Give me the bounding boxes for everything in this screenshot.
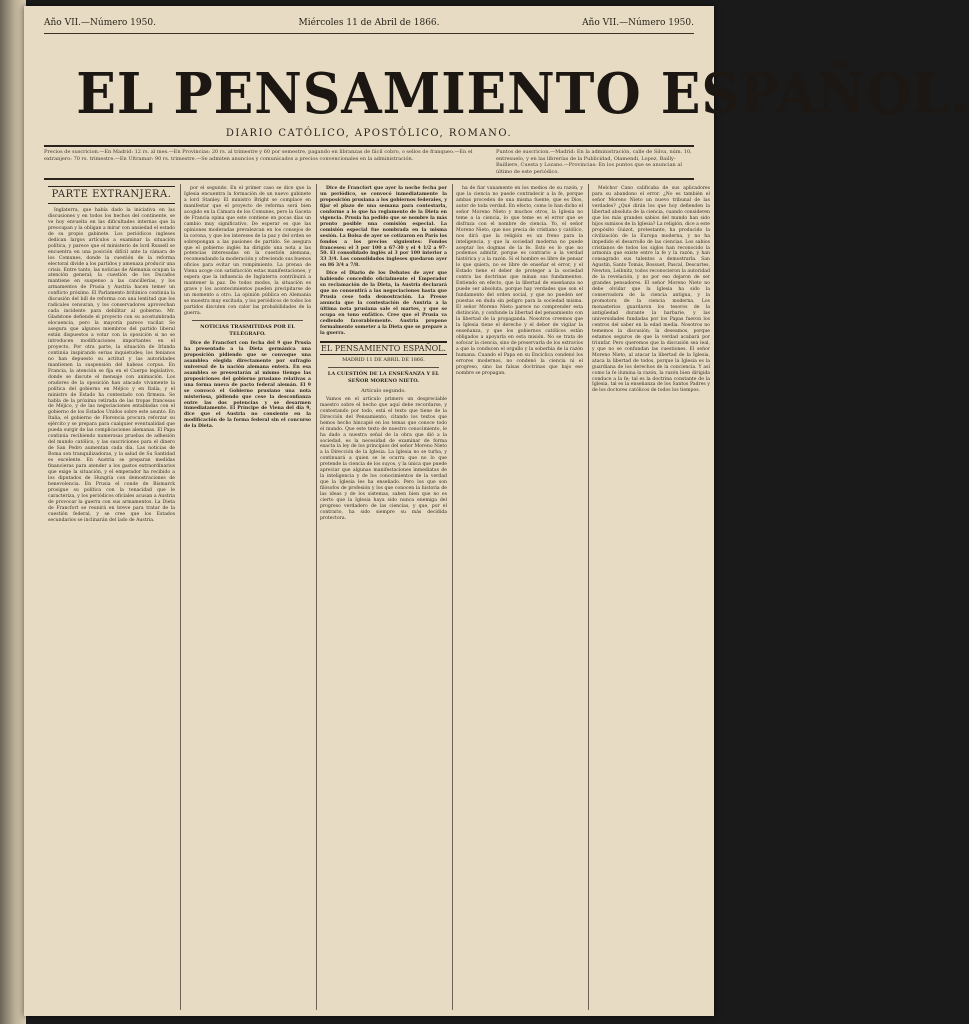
subscription-prices: Precios de suscricion.—En Madrid: 12 rs. al mes.—En Provincias: 20 rs. al trimestre y 60 por semestre, pagando en libranzas de fácil cobro, o sellos de franqueo.—En el extranjero: 70 rs. trimestre.—En Ultramar: 90 rs. trimestre.—Se admiten anuncios y comunicados a precios convencionales en la administración. (44, 149, 473, 162)
masthead-rule (44, 145, 694, 147)
column-5 (592, 186, 710, 1012)
info-rule (44, 178, 694, 180)
column-3-news-2: Dice el Diario de los Debates de ayer que habiendo concedido oficialmente el Emperador su reclamación de la Dieta, la Austria declarará que no consentirá a las negociaciones hasta que Prusia cese toda demostración. La Presse anuncia que la contestación de Austria a la última nota prusiana sale el martes, y que se ocupa en tono enfático. Cree que el Prusia va cediendo favorablemente. Austria propone formalmente someter a la Dieta que se prepare a la guerra. (320, 271, 447, 336)
issue-date: Miércoles 11 de Abril de 1866. (298, 18, 440, 28)
column-1 (48, 186, 175, 1012)
column-separator (588, 184, 589, 1010)
column-4 (456, 186, 583, 1012)
column-3 (320, 186, 447, 1012)
top-rule (44, 33, 694, 34)
editorial-date: MADRID 11 DE ABRIL DE 1866. (342, 356, 425, 363)
telegram-heading: NOTICIAS TRASMITIDAS POR EL TELÉGRAFO. (200, 323, 295, 337)
column-3-news: Dice de Francfort que ayer la noche fecha por un periódico, se convocó inmediatamente la proposición prusiana a los gobiernos federales, y fijar el plazo de una semana para contestarla, conforme a lo que ha reglamento de la Dieta en vigencia. Prusia ha pedido que se nombre la más pronto posible una comisión especial. La comisión especial fue nombrada en la misma sesión. La Bolsa de ayer se cotizaron en París los fondos a los precios siguientes: Fondos franceses: el 3 por 100 a 67-30 y el 4 1/2 a 97-50. El consolidado inglés al 3 por 100 interior a 33 3/4. Los consolidados ingleses quedaron ayer en 86 3/4 a 7/8. (320, 186, 447, 269)
top-line (44, 16, 694, 30)
issue-number-right: Año VII.—Número 1950. (582, 18, 694, 28)
section-heading-foreign: PARTE EXTRANJERA. (48, 186, 175, 204)
column-2-text: por el segundo. En el primer caso se dice que la Iglesia encuentra la formación de un nuevo gabinete a lord Stanley. El ministro Bright se complace en manifestar que el proyecto de reforma será bien acogido en la Cámara de los Comunes, pero la Gaceta de Francia opina que este contiene en pocas días un cambio muy significativo. De esperar es que las opiniones moderadas prevalezcan en los consejos de la corona, y que los intereses de la paz y del orden se sobrepongan a las pasiones de partido. Se asegura que el gobierno inglés ha dirigido una nota a las potencias interesadas en la cuestión alemana, recomendando la moderación y ofreciendo sus buenos oficios para evitar un rompimiento. La prensa de Viena acoge con satisfacción estas manifestaciones, y espera que la influencia de Inglaterra contribuirá a mantener la paz. De todos modos, la situación es grave y los acontecimientos pueden precipitarse de un momento a otro. La opinión pública en Alemania se muestra muy excitada, y los periódicos de todos los partidos discuten con calor las probabilidades de la guerra. (184, 186, 311, 317)
subscription-points: Puntos de suscricion.—Madrid: En la administración, calle de Silva, núm. 10, entresuelo, y en las librerías de la Publicidad, Olamendi, Lopez, Bailly-Bailliere, Cuesta y Lozano.—Provincias: En los puntos que se anuncian al último de este periódico. (496, 149, 692, 175)
column-separator (452, 184, 453, 1010)
masthead-title: EL PENSAMIENTO ESPAÑOL. (76, 61, 969, 127)
column-2 (184, 186, 311, 1012)
book-binding (0, 0, 26, 1024)
divider (328, 367, 439, 368)
masthead-subtitle: DIARIO CATÓLICO, APOSTÓLICO, ROMANO. (225, 128, 513, 139)
column-5-text: Melchor Cano calificaba de sus aplicadores para su abandono el error. ¿No es también el señor Moreno Nieto un nuevo tribunal de las verdades? ¿Qué dirán los que hoy defienden la libertad absoluta de la ciencia, cuando consideren que los más grandes sabios del mundo han sido hijos sumisos de la Iglesia? La religión, dice a este propósito Guizot, protestante, ha producido la civilización de la Europa moderna, y no ha impedido el desarrollo de las ciencias. Los sabios cristianos de todos los siglos han reconocido la armonía que existe entre la fe y la razón, y han consagrado sus talentos a demostrarla. San Agustín, Santo Tomás, Bossuet, Pascal, Descartes, Newton, Leibnitz, todos reconocieron la autoridad de la revelación, y no por eso dejaron de ser grandes pensadores. El señor Moreno Nieto no debe olvidar que la Iglesia ha sido la conservadora de la ciencia antigua, y la promotora de la ciencia moderna. Los monasterios guardaron los tesoros de la antigüedad durante la barbarie, y las universidades fundadas por los Papas fueron los centros del saber en la edad media. Nosotros no tememos la discusión; la deseamos, porque estamos seguros de que la verdad acabará por triunfar. Pero queremos que la discusión sea leal, y que no se confundan las cuestiones. El señor Moreno Nieto, al atacar la libertad de la Iglesia, ataca la libertad de todos, porque la Iglesia es la guardiana de los derechos de la conciencia. Y así como la fe ilumina la razón, la razón bien dirigida conduce a la fe; tal es la doctrina constante de la Iglesia, tal es la enseñanza de los Santos Padres y de los doctores católicos de todos los tiempos. (592, 186, 710, 394)
editorial-masthead: EL PENSAMIENTO ESPAÑOL. (320, 341, 447, 355)
divider (192, 320, 303, 321)
article-text: Vamos en el artículo primero un despreciable maestro sobre el hecho que aquí debe recordarse, y contestando por todo, está el texto que tiene de la Dirección del Pensamiento, citando los textos que hemos hecho hincapié en los temas que conoce todo el mundo. Que este texto de nuestro conocimiento, le ha dado a nuestra señal de la obra que dió a la sociedad, es la necesidad de examinar de forma exacta la ley de los principios del señor Moreno Nieto a la Dirección de la Iglesia. La Iglesia no se turba, y continuará a quien se le ocurra que no lo que pretende la ciencia de los suyos, y la única que puede apreciar que algunas manifestaciones inmediatas de la inteligencia y de los conocimientos de la verdad que la Iglesia les ha enseñado. Pero los que son filósofos de profesión y los que conocen la historia de las ideas y de los sistemas, saben bien que no es cierto que la Iglesia haya sido nunca enemiga del progreso verdadero de las ciencias, y que, por el contrario, ha sido siempre su más decidida protectora. (320, 396, 447, 521)
article-subtitle: Artículo segundo. (361, 387, 406, 394)
article-title: LA CUESTIÓN DE LA ENSEÑANZA Y EL SEÑOR MORENO NIETO. (327, 370, 440, 384)
column-separator (180, 184, 181, 1010)
column-separator (316, 184, 317, 1010)
column-4-text: ha de fiar vanamente en los medios de su razón, y que la ciencia no puede contradecir a la fe, porque ambas proceden de una misma fuente, que es Dios, autor de toda verdad. En efecto, como lo han dicho el señor Moreno Nieto y muchos otros, la Iglesia no teme a la ciencia, lo que teme es el error que se disfraza con el nombre de ciencia. Yo, el señor Moreno Nieto, que nos precia de cristiano y católico, nos dirá que la religión es un freno para la inteligencia, y que la sociedad moderna no puede aceptar los dogmas de la fe. Esto es lo que no podemos admitir, porque es contrario a la verdad histórica y a la razón. Si el hombre es libre de pensar lo que quiera, no es libre de enseñar el error, y el Estado tiene el deber de proteger a la sociedad contra las doctrinas que minan sus fundamentos. Entiendo en efecto, que la libertad de enseñanza no puede ser absoluta, porque hay verdades que son el fundamento del orden social, y que no pueden ser puestas en duda sin peligro para la sociedad misma. El señor Moreno Nieto parece no comprender esta distinción, y confunde la libertad del pensamiento con la libertad de la propaganda. Nosotros creemos que la Iglesia tiene el derecho y el deber de vigilar la enseñanza, y que los gobiernos católicos están obligados a apoyarla en esta misión. No se trata de sofocar la ciencia, sino de preservarla de los extravíos a que la conducen el orgullo y la soberbia de la razón humana. Cuando el Papa en su Encíclica condenó los errores modernos, no condenó la ciencia ni el progreso, sino las falsas doctrinas que bajo ese nombre se propagan. (456, 186, 583, 376)
newspaper-page (24, 6, 969, 1016)
issue-number-left: Año VII.—Número 1950. (44, 18, 156, 28)
telegram-text: Dice de Francfort con fecha del 9 que Prusia ha presentado a la Dieta germánica una proposición pidiendo que se convoque una asamblea elegida directamente por sufragio universal de la nación alemana entera. En esa asamblea se presentarán al mismo tiempo las proposiciones del gobierno prusiano relativas a una forma nueva de pacto federal alemán. El 9 se convocó el Gobierno prusiano una nota misteriosa, pidiendo que cese la desconfianza entre las dos potencias y se desarmen inmediatamente. El Príncipe de Viena del día 9, dice que el Austria no consiente en la modificación de la forma federal sin el concurso de la Dieta. (184, 340, 311, 430)
column-1-text: Inglaterra, que había dado la iniciativa en las discusiones y en todos los hechos del continente, se ve hoy envuelta en las dificultades internas que la preocupan y la obligan a mirar con ansiedad el estado de su propio gabinete. Los periódicos ingleses dedican largos artículos a examinar la situación política, y parece que el ministerio de lord Russell se encuentra en una posición difícil ante la cámara de los Comunes, donde la cuestión de la reforma electoral divide a los partidos y amenaza producir una crisis. Entre tanto, las noticias de Alemania ocupan la atención general; la cuestión de los Ducados mantiene en suspenso a las cancillerías, y los armamentos de Prusia y Austria hacen temer un conflicto próximo. El Parlamento británico continúa la discusión del bill de reforma con una lentitud que los radicales censuran, y los conservadores aprovechan cada incidente para debilitar al gobierno. Mr. Gladstone defiende el proyecto con su acostumbrada elocuencia, pero la mayoría parece vacilar. Se asegura que algunos miembros del partido liberal están dispuestos a votar con la oposición si no se introducen modificaciones importantes en el proyecto. Por otra parte, la situación de Irlanda continúa inspirando serias inquietudes; los fenianos no han depuesto su actitud y las autoridades mantienen la suspensión del habeas corpus. En Francia, la atención se fija en el Cuerpo legislativo, donde se discute el mensaje con animación. Los oradores de la oposición han atacado vivamente la política del gobierno en Méjico y en Italia, y el ministro de Estado ha contestado con firmeza. Se habla de la próxima retirada de las tropas francesas de Méjico, y de las negociaciones entabladas con el gobierno de los Estados Unidos sobre este asunto. En Italia, el gobierno de Florencia procura reforzar su ejército y se prepara para cualquier eventualidad que pueda surgir de las complicaciones alemanas. El Papa continúa recibiendo numerosas pruebas de adhesión del mundo católico, y las suscriciones para el dinero de San Pedro aumentan cada día. Las noticias de Roma son tranquilizadoras, y la salud de Su Santidad es excelente. En Austria se preparan medidas financieras para atender a los gastos extraordinarios que exige la situación, y el emperador ha recibido a los diputados de Hungría con demostraciones de benevolencia. En Prusia el conde de Bismarck prosigue su política con la tenacidad que le caracteriza, y los periódicos oficiales acusan a Austria de provocar la guerra con sus armamentos. La Dieta de Francfort se reunirá en breve para tratar de la cuestión federal, y se cree que los Estados secundarios se inclinarán del lado de Austria. (48, 208, 175, 523)
